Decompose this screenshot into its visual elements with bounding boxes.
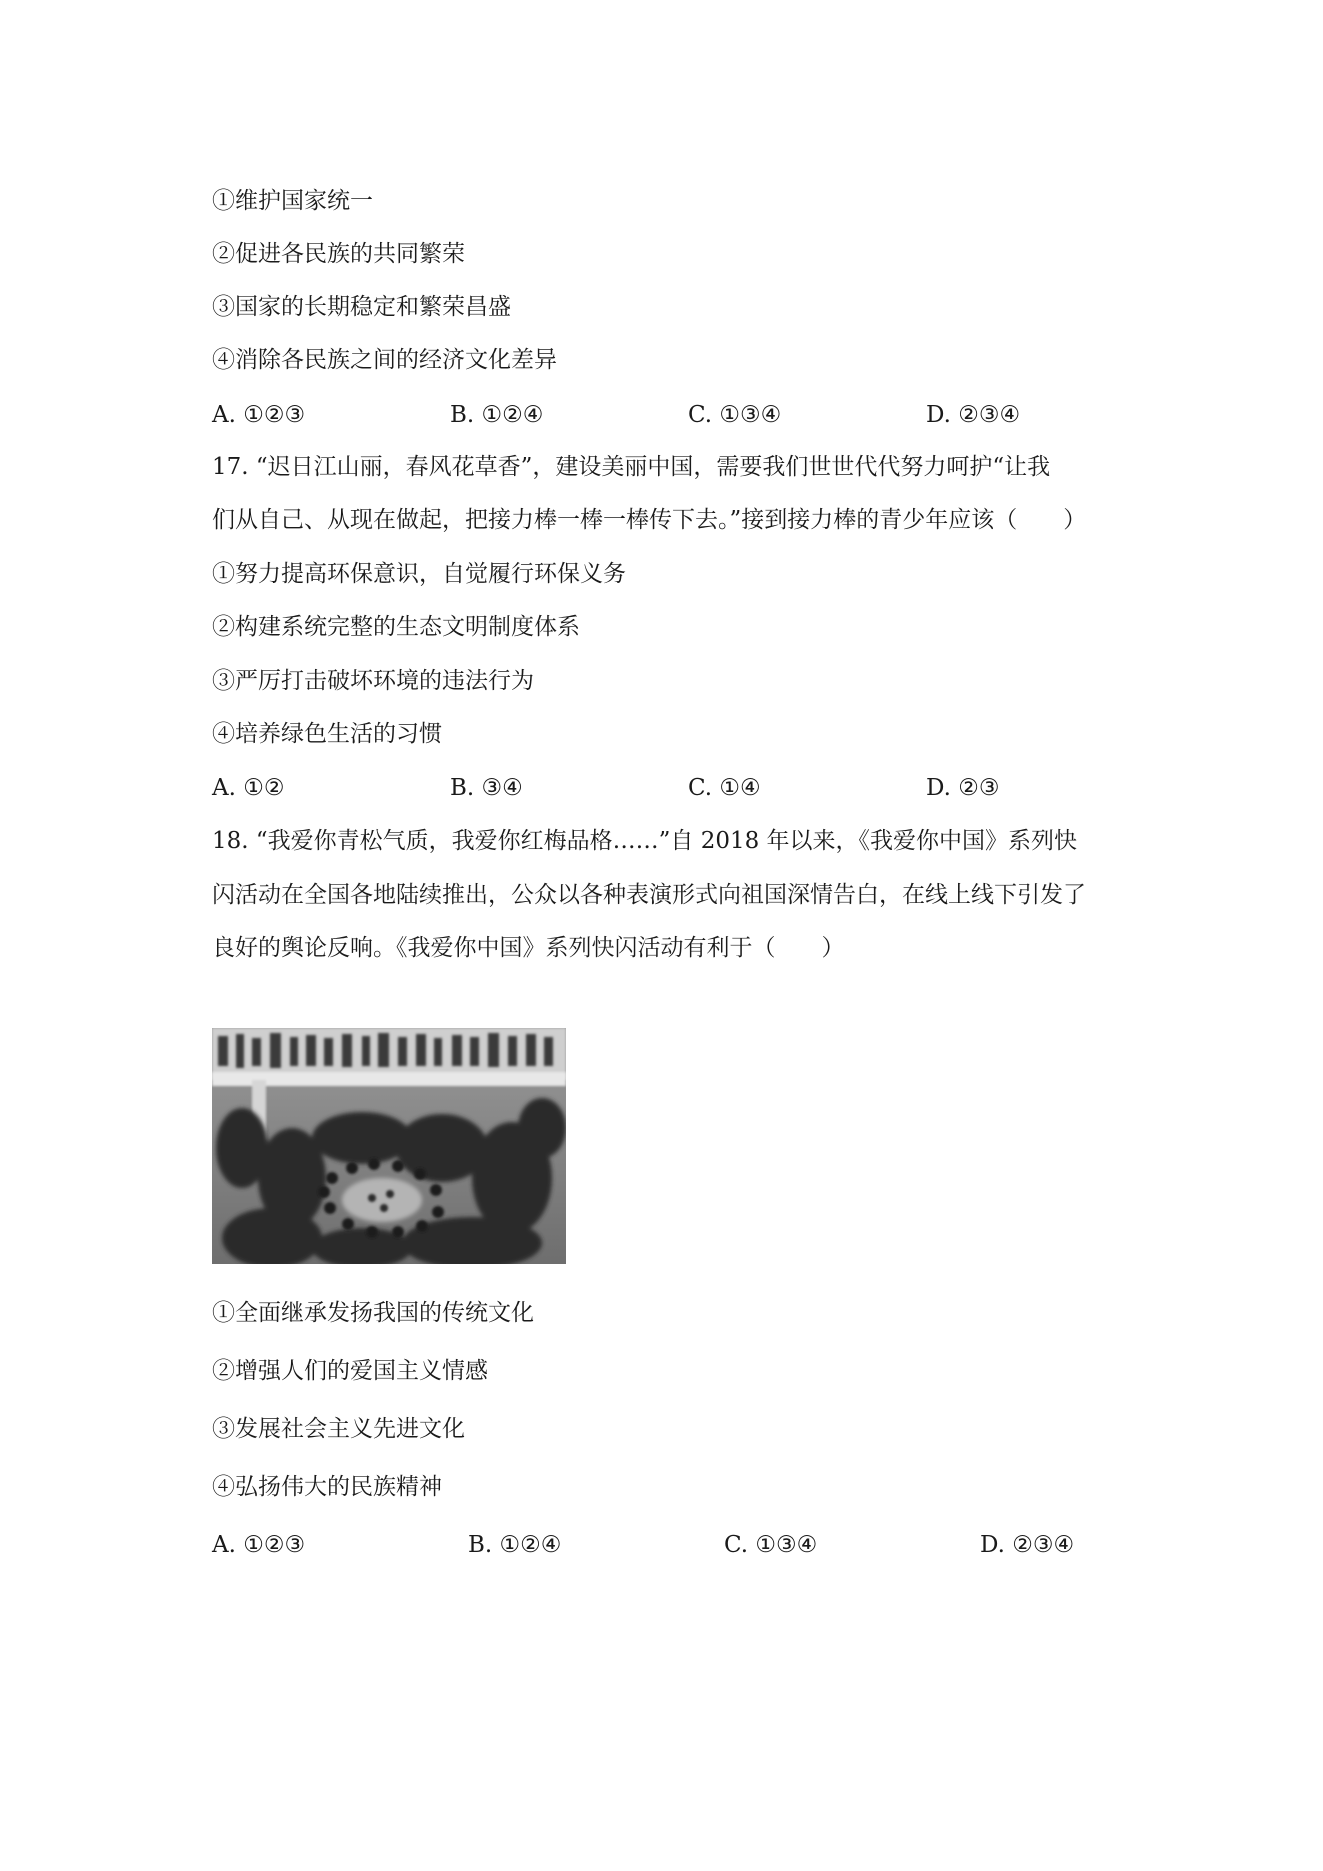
q17-option-a: A. ①② — [212, 775, 285, 801]
q16-option-d: D. ②③④ — [926, 402, 1021, 428]
q18-stem-line-2: 闪活动在全国各地陆续推出，公众以各种表演形式向祖国深情告白，在线上线下引发了 — [212, 882, 1086, 908]
q16-item-3: ③国家的长期稳定和繁荣昌盛 — [212, 294, 511, 320]
q17-item-2: ②构建系统完整的生态文明制度体系 — [212, 614, 580, 640]
q17-item-4: ④培养绿色生活的习惯 — [212, 721, 442, 747]
q18-stem-line-3: 良好的舆论反响。《我爱你中国》系列快闪活动有利于（ ） — [212, 935, 845, 961]
q18-option-c: C. ①③④ — [724, 1532, 818, 1558]
q17-stem-line-2: 们从自己、从现在做起，把接力棒一棒一棒传下去。”接到接力棒的青少年应该（ ） — [212, 507, 1087, 533]
q16-item-4: ④消除各民族之间的经济文化差异 — [212, 347, 557, 373]
q18-item-2: ②增强人们的爱国主义情感 — [212, 1358, 488, 1384]
flash-mob-photo — [212, 1028, 566, 1264]
q17-item-1: ①努力提高环保意识，自觉履行环保义务 — [212, 561, 626, 587]
q17-stem-line-1: 17. “迟日江山丽，春风花草香”，建设美丽中国，需要我们世世代代努力呵护“让我 — [212, 454, 1051, 480]
q18-item-4: ④弘扬伟大的民族精神 — [212, 1474, 442, 1500]
q17-item-3: ③严厉打击破坏环境的违法行为 — [212, 668, 534, 694]
q17-option-b: B. ③④ — [450, 775, 523, 801]
q16-item-2: ②促进各民族的共同繁荣 — [212, 241, 465, 267]
q16-option-c: C. ①③④ — [688, 402, 782, 428]
q18-option-b: B. ①②④ — [468, 1532, 562, 1558]
q16-option-a: A. ①②③ — [212, 402, 306, 428]
q16-item-1: ①维护国家统一 — [212, 188, 373, 214]
q18-item-1: ①全面继承发扬我国的传统文化 — [212, 1300, 534, 1326]
q16-option-b: B. ①②④ — [450, 402, 544, 428]
q17-option-c: C. ①④ — [688, 775, 761, 801]
q18-item-3: ③发展社会主义先进文化 — [212, 1416, 465, 1442]
q17-option-d: D. ②③ — [926, 775, 1000, 801]
q18-stem-line-1: 18. “我爱你青松气质，我爱你红梅品格……”自 2018 年以来，《我爱你中国》系列快 — [212, 828, 1078, 854]
q18-option-d: D. ②③④ — [980, 1532, 1075, 1558]
q18-option-a: A. ①②③ — [212, 1532, 306, 1558]
